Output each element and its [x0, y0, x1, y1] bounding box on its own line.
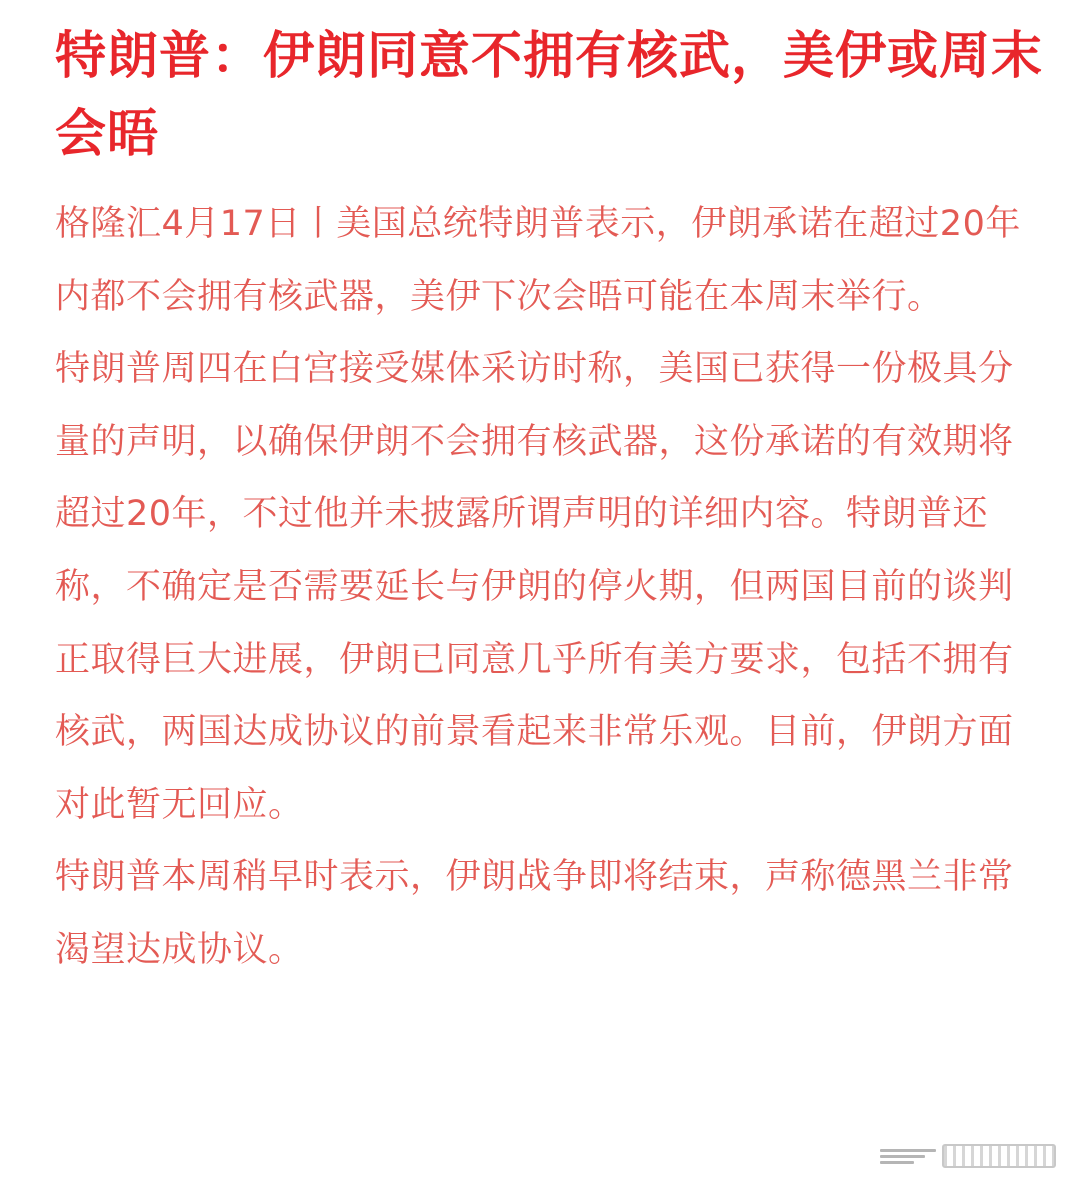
paragraph: 格隆汇4月17日丨美国总统特朗普表示，伊朗承诺在超过20年内都不会拥有核武器，美伊下次会晤可能在本周末举行。 — [55, 204, 1021, 317]
paragraph: 特朗普本周稍早时表示，伊朗战争即将结束，声称德黑兰非常渴望达成协议。 — [55, 857, 1014, 970]
watermark-mark-icon — [942, 1144, 1056, 1168]
watermark-bars-icon — [880, 1149, 936, 1164]
article — [55, 18, 1045, 987]
watermark-logo — [880, 1144, 1056, 1168]
headline: 特朗普：伊朗同意不拥有核武，美伊或周末会晤 — [55, 27, 1044, 164]
article-body — [55, 188, 1045, 987]
paragraph: 特朗普周四在白宫接受媒体采访时称，美国已获得一份极具分量的声明，以确保伊朗不会拥有核武器，这份承诺的有效期将超过20年，不过他并未披露所谓声明的详细内容。特朗普还称，不确定是否需要延长与伊朗的停火期，但两国目前的谈判正取得巨大进展，伊朗已同意几乎所有美方要求，包括不拥有核武，两国达成协议的前景看起来非常乐观。目前，伊朗方面对此暂无回应。 — [55, 349, 1014, 825]
